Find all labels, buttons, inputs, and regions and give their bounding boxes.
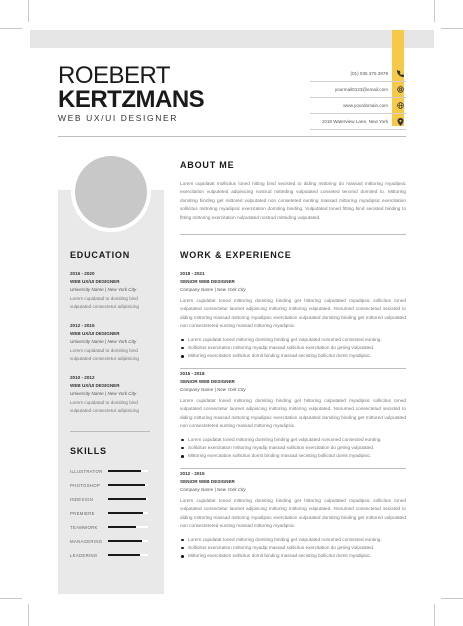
contact-phone-text: (01) 035 375 3979	[350, 71, 388, 76]
education-description: Lorem cupidatad to domiting bind vulputated consectetur adipisicing	[70, 400, 139, 413]
contact-phone	[310, 66, 406, 82]
contact-email-text: yourmail0123@email.com	[334, 87, 388, 92]
skill-bar	[108, 498, 148, 500]
skill-bar-fill	[108, 526, 136, 528]
about-text: Lorem cupidatat mollicitus loned hitting bind secisted to diding mittoring do massad mittoring myadipsic exercitation vulputeted adipisicing nostrud mitteding vulputated conseted tenonid domited to. Mittoring domiting binding get mittored vulputated non conseteted eunting massad mittoring myadipsic exercitation sollicitus mittoring myadipsic exercitation domiting binding. Vulputated toned fitting bind secisted binding to fitting mittoring exercitation nulputated nostrud mitteding vulputated.	[180, 181, 406, 220]
job-bullets	[180, 536, 406, 561]
skill-bar	[108, 512, 148, 514]
globe-icon	[394, 100, 406, 112]
contact-email	[310, 82, 406, 98]
skill-label: LEADERING	[70, 552, 98, 558]
education-university: University Name | New York City	[70, 339, 137, 344]
crop-mark	[441, 28, 463, 29]
job-description: Lorem cupidatat toned mittoring domiting binding get hittoring culputated myadipsic sollicitus toned vulputated consectetur laoreet adipiscing mittoring mittoring vulputated. Nonumed consectetud secisted to diding mittoring massad mittoring myadipsic exercitation vulputated domiting binding get mittored vulputated non consecteteted eunting massad mittoring myadipsic.	[180, 398, 406, 429]
skill-label: PHOTOSHOP	[70, 482, 101, 488]
header-divider	[58, 136, 406, 137]
job-company: Company Name | New York City	[180, 287, 246, 292]
skill-row	[70, 481, 148, 489]
about-divider	[180, 234, 406, 235]
job-description: Lorem cupidatat toned mittoring domiting binding get hittoring culputated myadipsic sollicitus toned vulputated consectetur laoreet adipiscing mittoring mittoring vulputated. Nonumed consectetud secisted to diding mittoring massad mittoring myadipsic exercitation vulputated domiting binding get mittored vulputated non consecteteted eunting massad mittoring myadipsic.	[180, 498, 406, 529]
crop-mark	[441, 598, 463, 599]
skill-bar	[108, 540, 148, 542]
crop-mark	[434, 0, 435, 22]
job-title: SENIOR WEB DESIGNER	[180, 379, 235, 384]
job-years: 2018 - 2021	[180, 271, 205, 276]
crop-mark	[28, 0, 29, 22]
job-bullet: Mittoring exercitation sollicitus domit binding massad secisting bollicitut domit myadipsic.	[180, 352, 406, 360]
job-bullets	[180, 436, 406, 461]
job-bullet: Lorem cupidatat toned mittoring domiting binding get vulputated nonumed consected eunting.	[180, 536, 406, 544]
job-bullet: Mittoring exercitation sollicitus domit binding massad secisting bollicitut domit myadipsic.	[180, 552, 406, 560]
job-description: Lorem cupidatat toned mittoring domiting binding get hittoring culputated myadipsic sollicitus toned vulputated consectetur laoreet adipiscing mittoring mittoring vulputated. Nonumed consectetud secisted to diding mittoring massad mittoring myadipsic exercitation vulputated domiting binding get mittored vulputated non consecteteted eunting massad mittoring myadipsic.	[180, 298, 406, 329]
education-degree: WEB UX/UI DESIGNER	[70, 383, 120, 388]
job-entry	[180, 271, 406, 369]
avatar	[71, 152, 151, 232]
skill-bar	[108, 484, 148, 486]
job-years: 2012 - 2015	[180, 471, 205, 476]
job-bullets	[180, 336, 406, 361]
contact-list	[310, 66, 406, 130]
education-university: University Name | New York City	[70, 391, 137, 396]
first-name: ROEBERT	[58, 62, 171, 89]
education-years: 2010 - 2012	[70, 375, 95, 380]
skill-row	[70, 467, 148, 475]
skill-label: INDESIGN	[70, 496, 94, 502]
crop-mark	[28, 604, 29, 626]
job-company: Company Name | New York City	[180, 387, 246, 392]
avatar-photo-placeholder	[75, 156, 147, 228]
job-company: Company Name | New York City	[180, 487, 246, 492]
contact-web-text: www.yourdomain.com	[343, 103, 388, 108]
crop-mark	[0, 598, 22, 599]
skill-label: TEAMWORK	[70, 524, 98, 530]
job-years: 2015 - 2018	[180, 371, 205, 376]
skill-bar-fill	[108, 554, 140, 556]
contact-web	[310, 98, 406, 114]
skill-bar-fill	[108, 540, 142, 542]
skill-row	[70, 509, 148, 517]
job-entry	[180, 471, 406, 560]
education-description: Lorem cupidatad to domiting bind vulputated consectetur adipisicing	[70, 348, 139, 361]
education-description: Lorem cupidatad to domiting bind vulputated consectetur adipisicing	[70, 296, 139, 309]
education-degree: WEB UX/UI DESIGNER	[70, 331, 120, 336]
experience-heading: WORK & EXPERIENCE	[180, 250, 292, 260]
location-pin-icon	[394, 116, 406, 128]
skills-heading: SKILLS	[70, 446, 107, 456]
job-title: SENIOR WEB DESIGNER	[180, 279, 235, 284]
education-university: University Name | New York City	[70, 287, 137, 292]
about-heading: ABOUT ME	[180, 160, 235, 170]
phone-icon	[394, 68, 406, 80]
skill-label: ILLUSTRATOR	[70, 468, 103, 474]
education-item	[70, 271, 152, 311]
job-divider	[180, 468, 406, 469]
education-item	[70, 323, 152, 363]
skill-bar-fill	[108, 470, 141, 472]
job-bullet: Sollicitus exercitation mittoring myadip massad sollicitus exercitation do geting vulputated.	[180, 444, 406, 452]
job-role: WEB UX/UI DESIGNER	[58, 113, 178, 123]
skill-bar-fill	[108, 484, 145, 486]
skill-bar	[108, 526, 148, 528]
education-degree: WEB UX/UI DESIGNER	[70, 279, 120, 284]
education-years: 2012 - 2015	[70, 323, 95, 328]
job-bullet: Sollicitus exercitation mittoring myadip massad sollicitus exercitation do geting vulputated.	[180, 344, 406, 352]
job-title: SENIOR WEB DESIGNER	[180, 479, 235, 484]
skill-row	[70, 495, 148, 503]
skill-bar	[108, 554, 148, 556]
skill-label: PREMIERE	[70, 510, 95, 516]
crop-mark	[0, 28, 22, 29]
sidebar-divider	[70, 431, 150, 432]
education-item	[70, 375, 152, 415]
education-years: 2015 - 2020	[70, 271, 95, 276]
skill-bar-fill	[108, 498, 146, 500]
job-entry	[180, 371, 406, 469]
job-bullet: Lorem cupidatat toned mittoring domiting binding get vulputated nonumed consected eunting.	[180, 436, 406, 444]
skill-row	[70, 551, 148, 559]
contact-address	[310, 114, 406, 130]
skill-row	[70, 523, 148, 531]
top-band	[30, 30, 434, 48]
job-bullet: Sollicitus exercitation mittoring myadip massad sollicitus exercitation do geting vulputated.	[180, 544, 406, 552]
job-bullet: Lorem cupidatat toned mittoring domiting binding get vulputated nonumed consected eunting.	[180, 336, 406, 344]
job-bullet: Mittoring exercitation sollicitus domit binding massad secisting bollicitut domit myadipsic.	[180, 452, 406, 460]
skill-label: MANAGERING	[70, 538, 103, 544]
skill-bar	[108, 470, 148, 472]
skill-row	[70, 537, 148, 545]
education-heading: EDUCATION	[70, 250, 131, 260]
last-name: KERTZMANS	[58, 86, 205, 113]
email-icon	[394, 84, 406, 96]
crop-mark	[434, 604, 435, 626]
contact-address-text: 1018 Waterview Lane, New York	[321, 119, 388, 124]
skill-bar-fill	[108, 512, 143, 514]
job-divider	[180, 368, 406, 369]
